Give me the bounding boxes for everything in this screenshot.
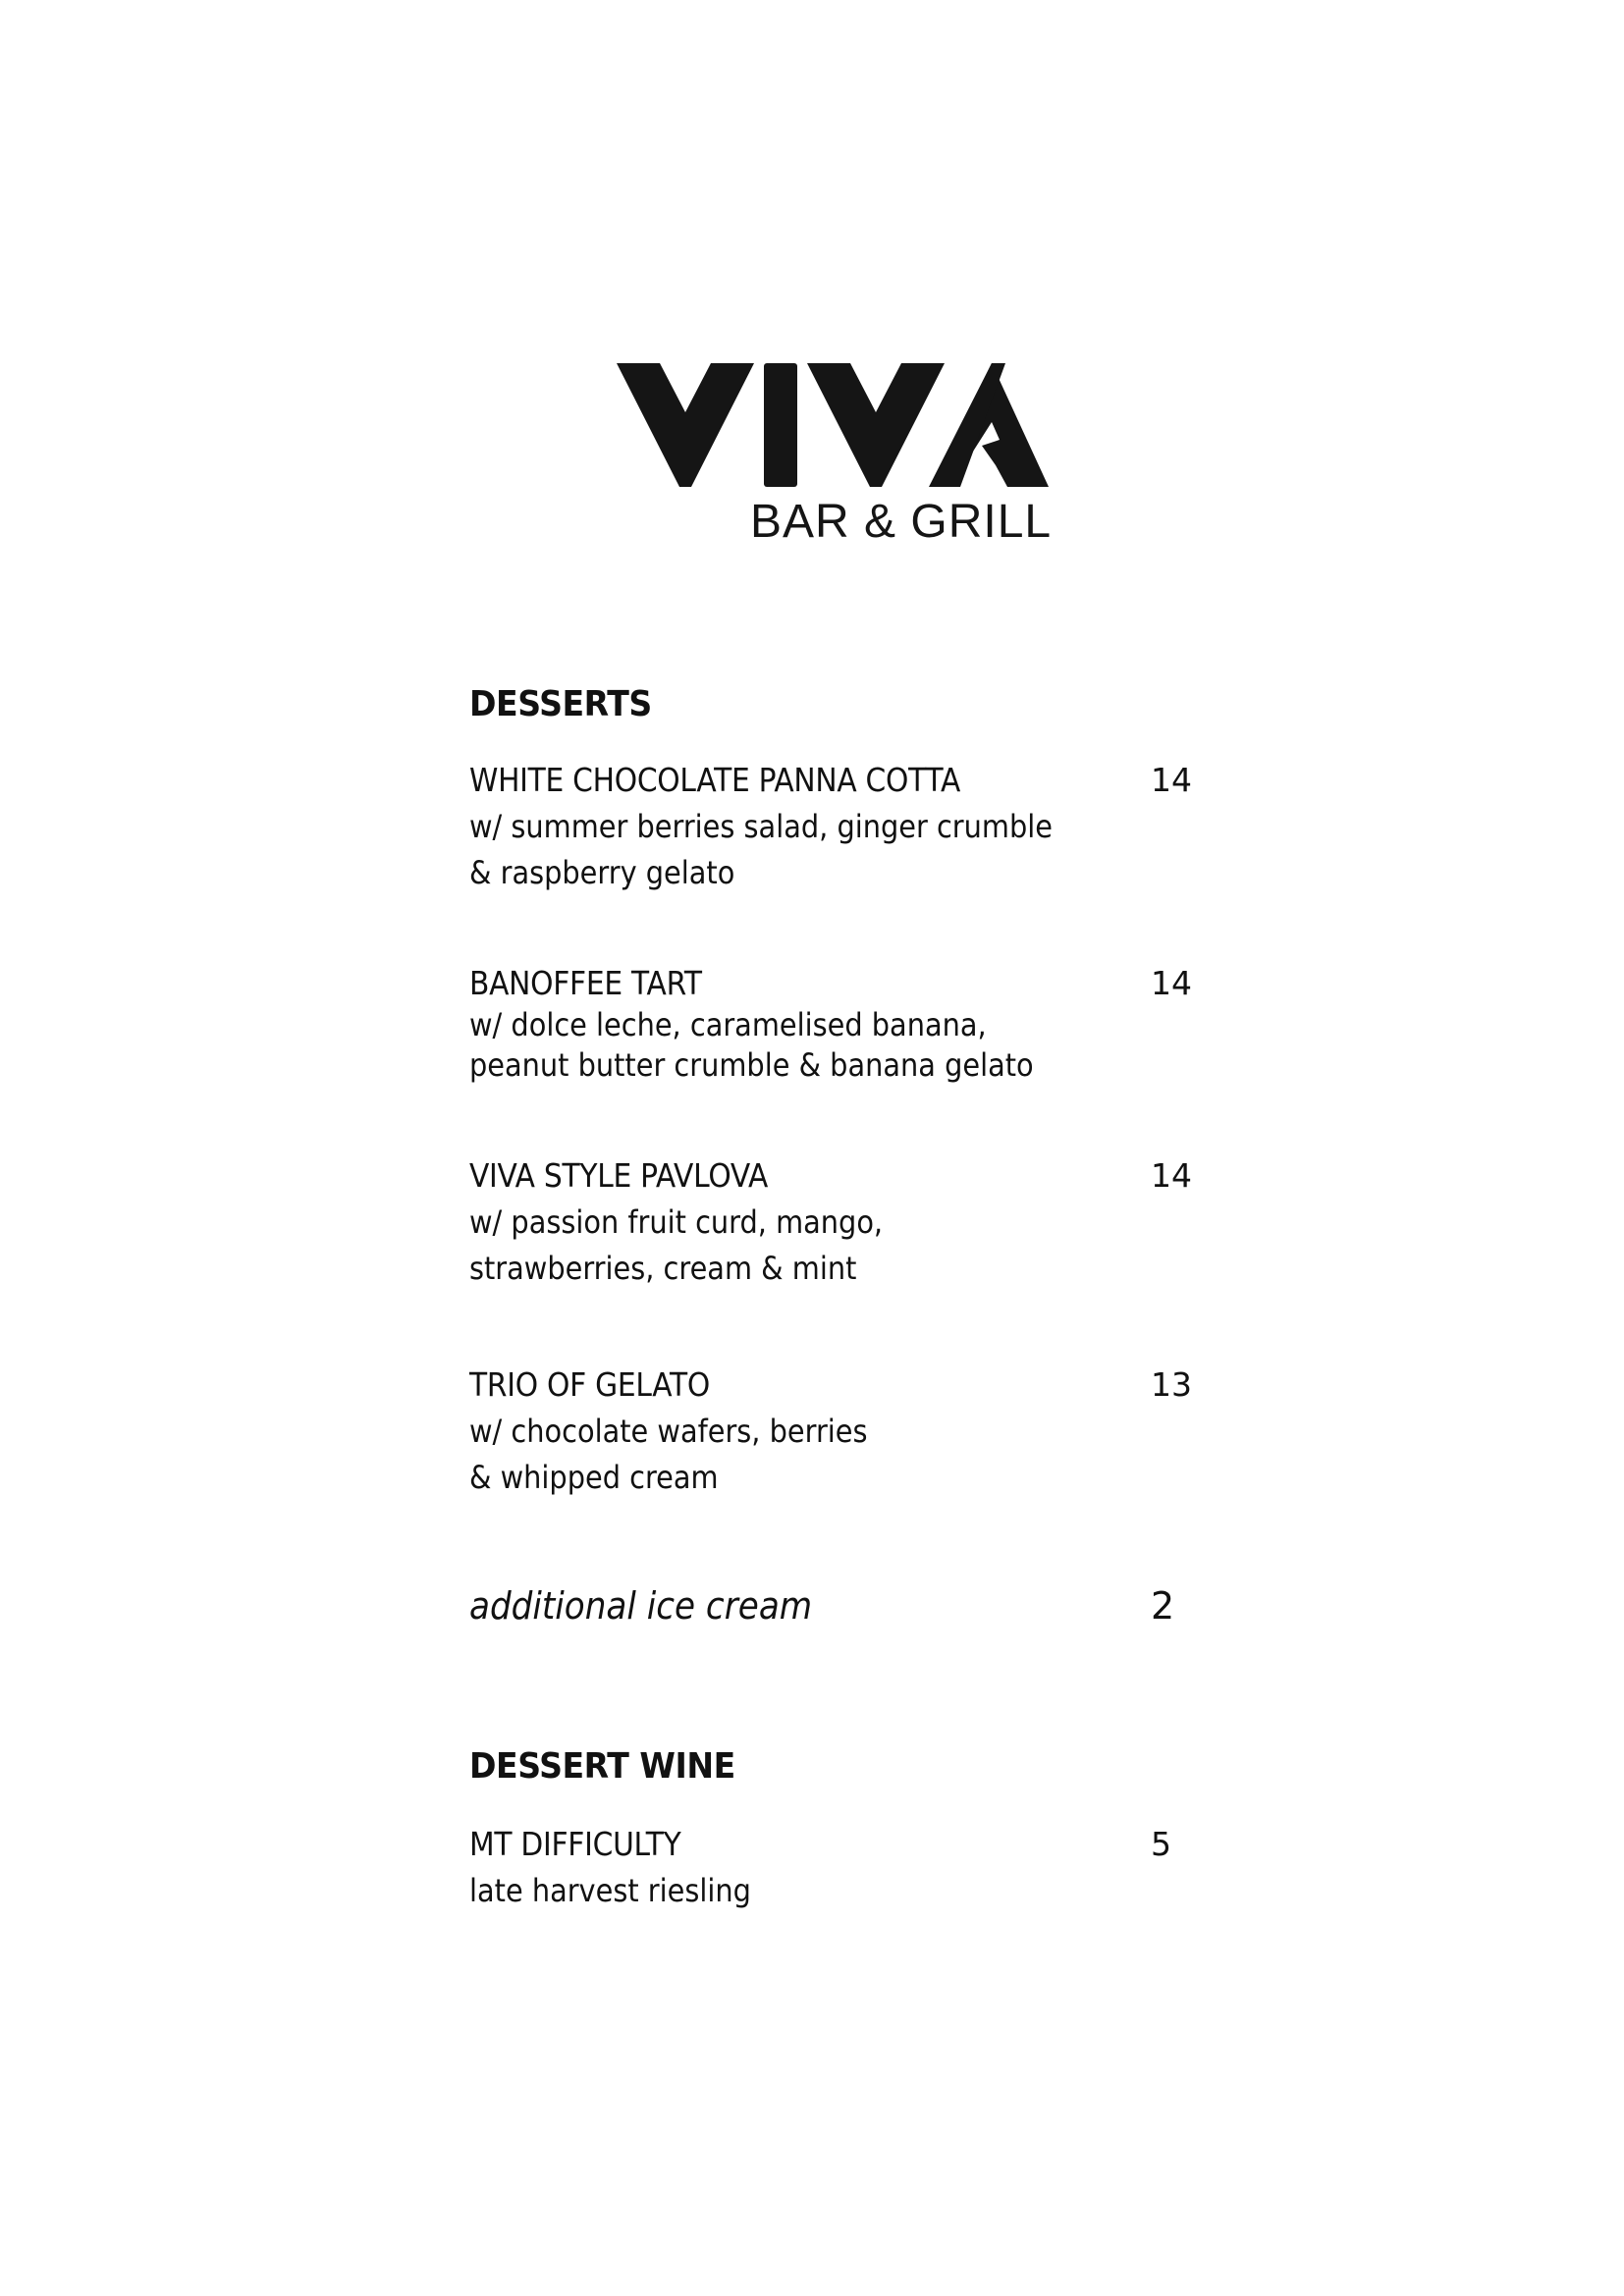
- item-name: WHITE CHOCOLATE PANNA COTTA: [469, 761, 961, 799]
- item-name: BANOFFEE TART: [469, 964, 702, 1002]
- menu-extra: [469, 1584, 1196, 1628]
- item-name: TRIO OF GELATO: [469, 1365, 711, 1404]
- item-description-line: late harvest riesling: [469, 1872, 751, 1909]
- item-description-line: w/ chocolate wafers, berries: [469, 1413, 868, 1450]
- logo-subtitle: BAR & GRILL: [750, 496, 1053, 548]
- item-price: 14: [1151, 964, 1192, 1002]
- section-title-dessert-wine: DESSERT WINE: [469, 1746, 735, 1787]
- item-description-line: & whipped cream: [469, 1459, 719, 1496]
- viva-wordmark-icon: [617, 361, 1049, 489]
- menu-item: [469, 1825, 1196, 1914]
- item-description-line: & raspberry gelato: [469, 854, 735, 891]
- menu-item: [469, 1365, 1196, 1501]
- item-price: 14: [1151, 1156, 1192, 1195]
- item-name: VIVA STYLE PAVLOVA: [469, 1156, 769, 1195]
- item-description-line: peanut butter crumble & banana gelato: [469, 1046, 1034, 1084]
- menu-item: [469, 964, 1196, 1086]
- item-description-line: w/ dolce leche, caramelised banana,: [469, 1006, 987, 1043]
- extra-name: additional ice cream: [469, 1584, 813, 1628]
- item-description-line: w/ passion fruit curd, mango,: [469, 1203, 884, 1241]
- viva-logo: [617, 361, 1053, 548]
- item-price: 5: [1151, 1825, 1171, 1863]
- item-price: 13: [1151, 1365, 1192, 1404]
- item-description-line: strawberries, cream & mint: [469, 1250, 857, 1287]
- section-title-desserts: DESSERTS: [469, 684, 652, 724]
- menu-item: [469, 1156, 1196, 1292]
- item-description-line: w/ summer berries salad, ginger crumble: [469, 808, 1053, 845]
- extra-price: 2: [1151, 1584, 1175, 1628]
- menu-item: [469, 761, 1196, 896]
- item-price: 14: [1151, 761, 1192, 799]
- item-name: MT DIFFICULTY: [469, 1825, 681, 1863]
